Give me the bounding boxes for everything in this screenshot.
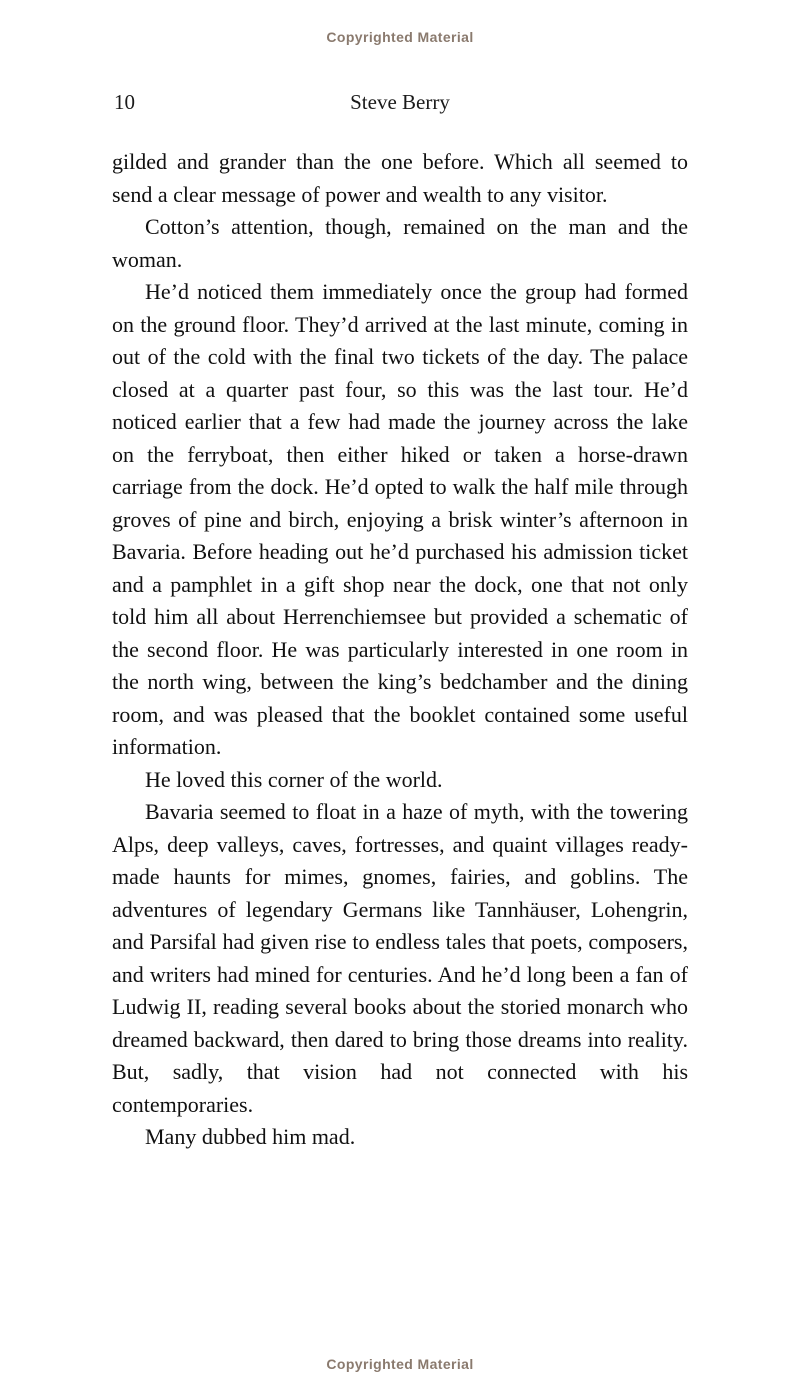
paragraph: Cotton’s attention, though, remained on the man and the woman. bbox=[112, 214, 688, 272]
bottom-copyright-watermark: Copyrighted Material bbox=[326, 1356, 474, 1372]
body-text bbox=[112, 146, 688, 1154]
running-header bbox=[112, 90, 688, 146]
paragraph: Many dubbed him mad. bbox=[145, 1124, 356, 1149]
paragraph: He’d noticed them immediately once the group had formed on the ground floor. They’d arrived at the last minute, coming in out of the cold with the final two tickets of the day. The palace closed at a quarter past four, so this was the last tour. He’d noticed earlier that a few had made the journey across the lake on the ferryboat, then either hiked or taken a horse-drawn carriage from the dock. He’d opted to walk the half mile through groves of pine and birch, enjoying a brisk winter’s afternoon in Bavaria. Before heading out he’d purchased his admission ticket and a pamphlet in a gift shop near the dock, one that not only told him all about Herrenchiemsee but provided a schematic of the second floor. He was particularly interested in one room in the north wing, between the king’s bedchamber and the dining room, and was pleased that the booklet contained some useful information. bbox=[112, 279, 688, 759]
paragraph: Bavaria seemed to float in a haze of myth, with the towering Alps, deep valleys, caves, fortresses, and quaint villages ready-made haunts for mimes, gnomes, fairies, and goblins. The adventures of legendary Germans like Tannhäuser, Lohengrin, and Parsifal had given rise to endless tales that poets, composers, and writers had mined for centuries. And he’d long been a fan of Ludwig II, reading several books about the storied monarch who dreamed backward, then dared to bring those dreams into reality. But, sadly, that vision had not connected with his contemporaries. bbox=[112, 799, 688, 1117]
running-header-author: Steve Berry bbox=[350, 90, 450, 114]
paragraph: He loved this corner of the world. bbox=[145, 766, 443, 792]
paragraph: gilded and grander than the one before. Which all seemed to send a clear message of power and wealth to any visitor. bbox=[112, 149, 688, 207]
page-number: 10 bbox=[114, 90, 135, 114]
text-block bbox=[112, 90, 688, 1154]
top-copyright-watermark: Copyrighted Material bbox=[326, 29, 474, 45]
